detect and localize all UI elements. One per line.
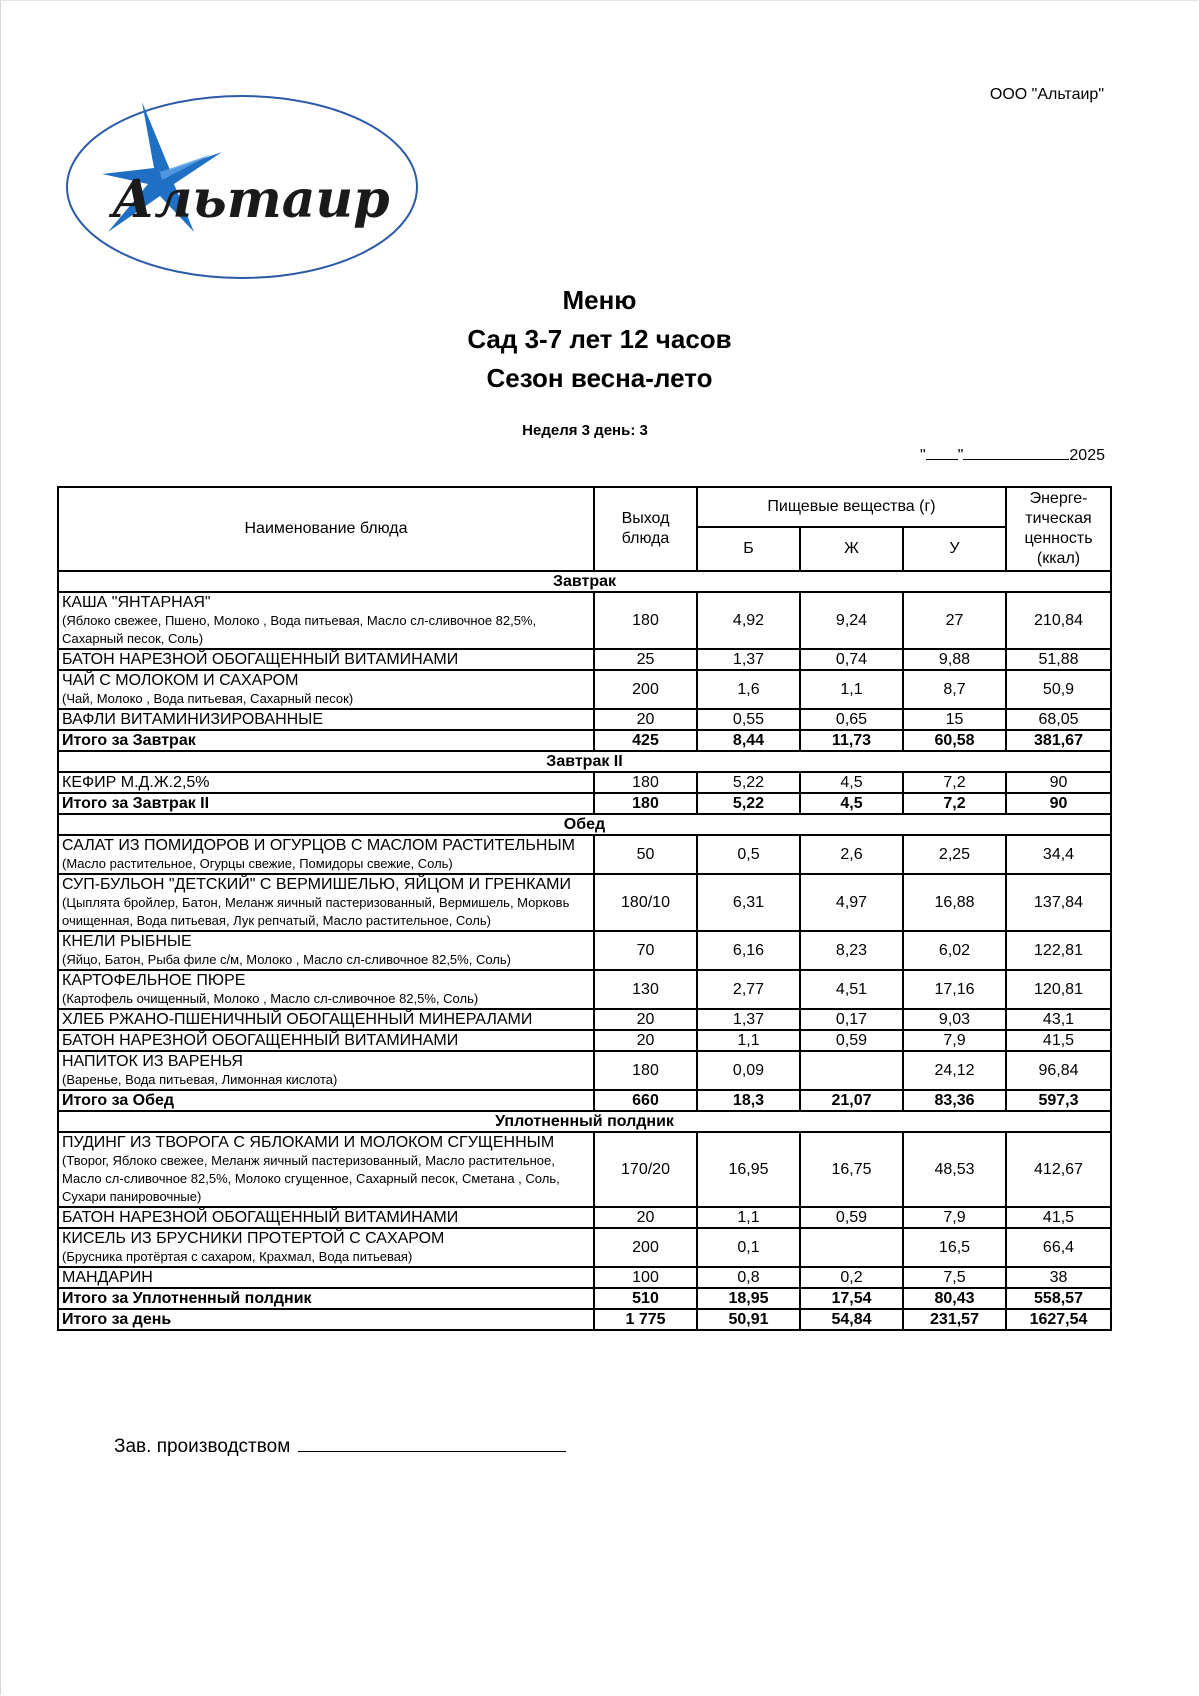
dish-zh: 4,5 <box>800 772 903 793</box>
dish-kcal: 137,84 <box>1006 874 1111 931</box>
dish-name: САЛАТ ИЗ ПОМИДОРОВ И ОГУРЦОВ С МАСЛОМ РАСТИТЕЛЬНЫМ <box>62 837 575 854</box>
dish-b: 0,1 <box>697 1228 800 1267</box>
dish-zh <box>800 1228 903 1267</box>
dish-zh: 9,24 <box>800 592 903 649</box>
dish-ingredients: (Брусника протёртая с сахаром, Крахмал, Вода питьевая) <box>62 1249 413 1264</box>
dish-yield: 180/10 <box>594 874 697 931</box>
dish-cell <box>58 970 594 1009</box>
total-b: 18,3 <box>697 1090 800 1111</box>
dish-ingredients: (Варенье, Вода питьевая, Лимонная кислота) <box>62 1072 338 1087</box>
dish-yield: 180 <box>594 772 697 793</box>
total-yield: 660 <box>594 1090 697 1111</box>
dish-cell <box>58 835 594 874</box>
title-line-1: Меню <box>562 285 637 315</box>
section-total-row <box>58 793 1111 814</box>
dish-cell <box>58 592 594 649</box>
logo-text: Альтаир <box>112 169 390 230</box>
dish-u: 7,9 <box>903 1207 1006 1228</box>
signature-label: Зав. производством <box>114 1436 291 1457</box>
dish-zh: 1,1 <box>800 670 903 709</box>
dish-name: КАРТОФЕЛЬНОЕ ПЮРЕ <box>62 972 246 989</box>
total-zh: 17,54 <box>800 1288 903 1309</box>
dish-cell <box>58 1009 594 1030</box>
dish-ingredients: (Яблоко свежее, Пшено, Молоко , Вода питьевая, Масло сл-сливочное 82,5%, Сахарный песок, Соль) <box>62 613 537 646</box>
total-label: Итого за Завтрак <box>58 730 594 751</box>
dish-u: 9,03 <box>903 1009 1006 1030</box>
dish-yield: 180 <box>594 1051 697 1090</box>
altair-logo <box>62 92 422 282</box>
dish-ingredients: (Творог, Яблоко свежее, Меланж яичный пастеризованный, Масло растительное, Масло сл-сливочное 82,5%, Молоко сгущенное, Сахарный песок, Сметана , Соль, Сухари панировочные) <box>62 1153 560 1204</box>
dish-kcal: 90 <box>1006 772 1111 793</box>
total-kcal: 597,3 <box>1006 1090 1111 1111</box>
section-title: Уплотненный полдник <box>58 1111 1111 1132</box>
signature-block <box>114 1433 566 1458</box>
day-total-row <box>58 1309 1111 1330</box>
dish-ingredients: (Картофель очищенный, Молоко , Масло сл-сливочное 82,5%, Соль) <box>62 991 479 1006</box>
dish-b: 2,77 <box>697 970 800 1009</box>
dish-u: 24,12 <box>903 1051 1006 1090</box>
table-row <box>58 931 1111 970</box>
dish-cell <box>58 670 594 709</box>
dish-u: 15 <box>903 709 1006 730</box>
day-total-yield: 1 775 <box>594 1309 697 1330</box>
dish-name: КЕФИР М.Д.Ж.2,5% <box>62 774 210 791</box>
total-label: Итого за Обед <box>58 1090 594 1111</box>
header-protein: Б <box>697 527 800 571</box>
dish-kcal: 50,9 <box>1006 670 1111 709</box>
table-row <box>58 1051 1111 1090</box>
dish-yield: 25 <box>594 649 697 670</box>
dish-name: ВАФЛИ ВИТАМИНИЗИРОВАННЫЕ <box>62 711 324 728</box>
dish-yield: 20 <box>594 1207 697 1228</box>
dish-zh: 0,65 <box>800 709 903 730</box>
dish-kcal: 51,88 <box>1006 649 1111 670</box>
dish-b: 1,37 <box>697 1009 800 1030</box>
dish-name: ПУДИНГ ИЗ ТВОРОГА С ЯБЛОКАМИ И МОЛОКОМ СГУЩЕННЫМ <box>62 1134 555 1151</box>
dish-cell <box>58 874 594 931</box>
dish-name: СУП-БУЛЬОН "ДЕТСКИЙ" С ВЕРМИШЕЛЬЮ, ЯЙЦОМ И ГРЕНКАМИ <box>62 876 571 893</box>
dish-b: 5,22 <box>697 772 800 793</box>
date-line: " " 2025 <box>860 444 1105 465</box>
total-yield: 180 <box>594 793 697 814</box>
total-b: 8,44 <box>697 730 800 751</box>
title-line-3: Сезон весна-лето <box>486 363 713 393</box>
table-row <box>58 709 1111 730</box>
dish-b: 0,09 <box>697 1051 800 1090</box>
dish-cell <box>58 1051 594 1090</box>
dish-yield: 50 <box>594 835 697 874</box>
dish-ingredients: (Чай, Молоко , Вода питьевая, Сахарный песок) <box>62 691 354 706</box>
dish-kcal: 96,84 <box>1006 1051 1111 1090</box>
table-row <box>58 1030 1111 1051</box>
dish-name: ХЛЕБ РЖАНО-ПШЕНИЧНЫЙ ОБОГАЩЕННЫЙ МИНЕРАЛАМИ <box>62 1011 533 1028</box>
dish-u: 7,2 <box>903 772 1006 793</box>
table-row <box>58 1207 1111 1228</box>
title-line-2: Сад 3-7 лет 12 часов <box>467 324 732 354</box>
dish-zh <box>800 1051 903 1090</box>
day-total-b: 50,91 <box>697 1309 800 1330</box>
header-nutrients: Пищевые вещества (г) <box>697 487 1006 527</box>
total-u: 80,43 <box>903 1288 1006 1309</box>
dish-yield: 170/20 <box>594 1132 697 1207</box>
dish-zh: 4,51 <box>800 970 903 1009</box>
day-total-u: 231,57 <box>903 1309 1006 1330</box>
total-zh: 21,07 <box>800 1090 903 1111</box>
dish-name: КНЕЛИ РЫБНЫЕ <box>62 933 192 950</box>
dish-kcal: 66,4 <box>1006 1228 1111 1267</box>
dish-name: КАША "ЯНТАРНАЯ" <box>62 594 211 611</box>
dish-kcal: 122,81 <box>1006 931 1111 970</box>
dish-cell <box>58 1030 594 1051</box>
table-row <box>58 874 1111 931</box>
section-total-row <box>58 730 1111 751</box>
table-row <box>58 1132 1111 1207</box>
dish-cell <box>58 649 594 670</box>
total-zh: 4,5 <box>800 793 903 814</box>
dish-zh: 0,59 <box>800 1030 903 1051</box>
company-name: ООО "Альтаир" <box>989 86 1104 103</box>
dish-yield: 70 <box>594 931 697 970</box>
dish-b: 1,1 <box>697 1030 800 1051</box>
dish-u: 7,5 <box>903 1267 1006 1288</box>
dish-kcal: 120,81 <box>1006 970 1111 1009</box>
dish-yield: 20 <box>594 1009 697 1030</box>
dish-u: 7,9 <box>903 1030 1006 1051</box>
dish-u: 27 <box>903 592 1006 649</box>
dish-yield: 180 <box>594 592 697 649</box>
section-total-row <box>58 1090 1111 1111</box>
total-zh: 11,73 <box>800 730 903 751</box>
total-yield: 510 <box>594 1288 697 1309</box>
dish-name: БАТОН НАРЕЗНОЙ ОБОГАЩЕННЫЙ ВИТАМИНАМИ <box>62 1032 459 1049</box>
dish-b: 4,92 <box>697 592 800 649</box>
header-energy: Энерге- тическая ценность (ккал) <box>1006 487 1111 571</box>
dish-cell <box>58 1267 594 1288</box>
day-total-zh: 54,84 <box>800 1309 903 1330</box>
section-total-row <box>58 1288 1111 1309</box>
total-yield: 425 <box>594 730 697 751</box>
dish-zh: 4,97 <box>800 874 903 931</box>
section-header-row <box>58 571 1111 592</box>
table-row <box>58 1009 1111 1030</box>
dish-cell <box>58 709 594 730</box>
dish-zh: 8,23 <box>800 931 903 970</box>
total-u: 7,2 <box>903 793 1006 814</box>
table-row <box>58 649 1111 670</box>
dish-yield: 200 <box>594 1228 697 1267</box>
day-total-kcal: 1627,54 <box>1006 1309 1111 1330</box>
total-kcal: 90 <box>1006 793 1111 814</box>
table-row <box>58 835 1111 874</box>
dish-u: 17,16 <box>903 970 1006 1009</box>
dish-yield: 200 <box>594 670 697 709</box>
signature-line <box>298 1433 566 1452</box>
total-b: 5,22 <box>697 793 800 814</box>
dish-kcal: 41,5 <box>1006 1207 1111 1228</box>
dish-name: ЧАЙ С МОЛОКОМ И САХАРОМ <box>62 672 299 689</box>
section-header-row <box>58 1111 1111 1132</box>
dish-b: 6,16 <box>697 931 800 970</box>
dish-ingredients: (Яйцо, Батон, Рыба филе с/м, Молоко , Масло сл-сливочное 82,5%, Соль) <box>62 952 511 967</box>
total-kcal: 381,67 <box>1006 730 1111 751</box>
header-fat: Ж <box>800 527 903 571</box>
dish-name: БАТОН НАРЕЗНОЙ ОБОГАЩЕННЫЙ ВИТАМИНАМИ <box>62 651 459 668</box>
dish-kcal: 43,1 <box>1006 1009 1111 1030</box>
section-header-row <box>58 814 1111 835</box>
dish-u: 16,5 <box>903 1228 1006 1267</box>
total-b: 18,95 <box>697 1288 800 1309</box>
dish-u: 48,53 <box>903 1132 1006 1207</box>
dish-kcal: 68,05 <box>1006 709 1111 730</box>
dish-yield: 20 <box>594 1030 697 1051</box>
dish-kcal: 34,4 <box>1006 835 1111 874</box>
table-row <box>58 1228 1111 1267</box>
dish-cell <box>58 772 594 793</box>
dish-zh: 0,59 <box>800 1207 903 1228</box>
dish-b: 0,55 <box>697 709 800 730</box>
dish-cell <box>58 1132 594 1207</box>
section-title: Завтрак <box>58 571 1111 592</box>
header-dish-name: Наименование блюда <box>58 487 594 571</box>
dish-yield: 130 <box>594 970 697 1009</box>
menu-body <box>58 571 1111 1330</box>
section-title: Обед <box>58 814 1111 835</box>
dish-yield: 100 <box>594 1267 697 1288</box>
dish-zh: 2,6 <box>800 835 903 874</box>
dish-cell <box>58 1228 594 1267</box>
table-row <box>58 1267 1111 1288</box>
dish-kcal: 41,5 <box>1006 1030 1111 1051</box>
dish-b: 16,95 <box>697 1132 800 1207</box>
dish-cell <box>58 1207 594 1228</box>
section-header-row <box>58 751 1111 772</box>
dish-yield: 20 <box>594 709 697 730</box>
dish-kcal: 38 <box>1006 1267 1111 1288</box>
dish-cell <box>58 931 594 970</box>
day-total-label: Итого за день <box>58 1309 594 1330</box>
dish-name: БАТОН НАРЕЗНОЙ ОБОГАЩЕННЫЙ ВИТАМИНАМИ <box>62 1209 459 1226</box>
total-kcal: 558,57 <box>1006 1288 1111 1309</box>
dish-u: 9,88 <box>903 649 1006 670</box>
header-carbs: У <box>903 527 1006 571</box>
dish-ingredients: (Цыплята бройлер, Батон, Меланж яичный пастеризованный, Вермишель, Морковь очищенная, Вода питьевая, Лук репчатый, Масло растительное, Соль) <box>62 895 570 928</box>
dish-kcal: 412,67 <box>1006 1132 1111 1207</box>
table-row <box>58 592 1111 649</box>
menu-table <box>57 486 1112 1331</box>
dish-u: 16,88 <box>903 874 1006 931</box>
dish-zh: 0,74 <box>800 649 903 670</box>
dish-b: 0,5 <box>697 835 800 874</box>
dish-zh: 16,75 <box>800 1132 903 1207</box>
dish-u: 2,25 <box>903 835 1006 874</box>
dish-name: КИСЕЛЬ ИЗ БРУСНИКИ ПРОТЕРТОЙ С САХАРОМ <box>62 1230 445 1247</box>
dish-name: МАНДАРИН <box>62 1269 153 1286</box>
dish-u: 6,02 <box>903 931 1006 970</box>
date-year: 2025 <box>1069 447 1105 464</box>
section-title: Завтрак II <box>58 751 1111 772</box>
dish-kcal: 210,84 <box>1006 592 1111 649</box>
dish-b: 1,37 <box>697 649 800 670</box>
dish-b: 6,31 <box>697 874 800 931</box>
dish-b: 1,6 <box>697 670 800 709</box>
dish-zh: 0,17 <box>800 1009 903 1030</box>
dish-name: НАПИТОК ИЗ ВАРЕНЬЯ <box>62 1053 243 1070</box>
total-label: Итого за Завтрак II <box>58 793 594 814</box>
table-row <box>58 772 1111 793</box>
total-u: 83,36 <box>903 1090 1006 1111</box>
table-row <box>58 670 1111 709</box>
total-u: 60,58 <box>903 730 1006 751</box>
total-label: Итого за Уплотненный полдник <box>58 1288 594 1309</box>
week-day-label: Неделя 3 день: 3 <box>522 422 648 439</box>
table-row <box>58 970 1111 1009</box>
dish-u: 8,7 <box>903 670 1006 709</box>
dish-zh: 0,2 <box>800 1267 903 1288</box>
header-yield: Выход блюда <box>594 487 697 571</box>
dish-b: 1,1 <box>697 1207 800 1228</box>
dish-ingredients: (Масло растительное, Огурцы свежие, Помидоры свежие, Соль) <box>62 856 453 871</box>
dish-b: 0,8 <box>697 1267 800 1288</box>
